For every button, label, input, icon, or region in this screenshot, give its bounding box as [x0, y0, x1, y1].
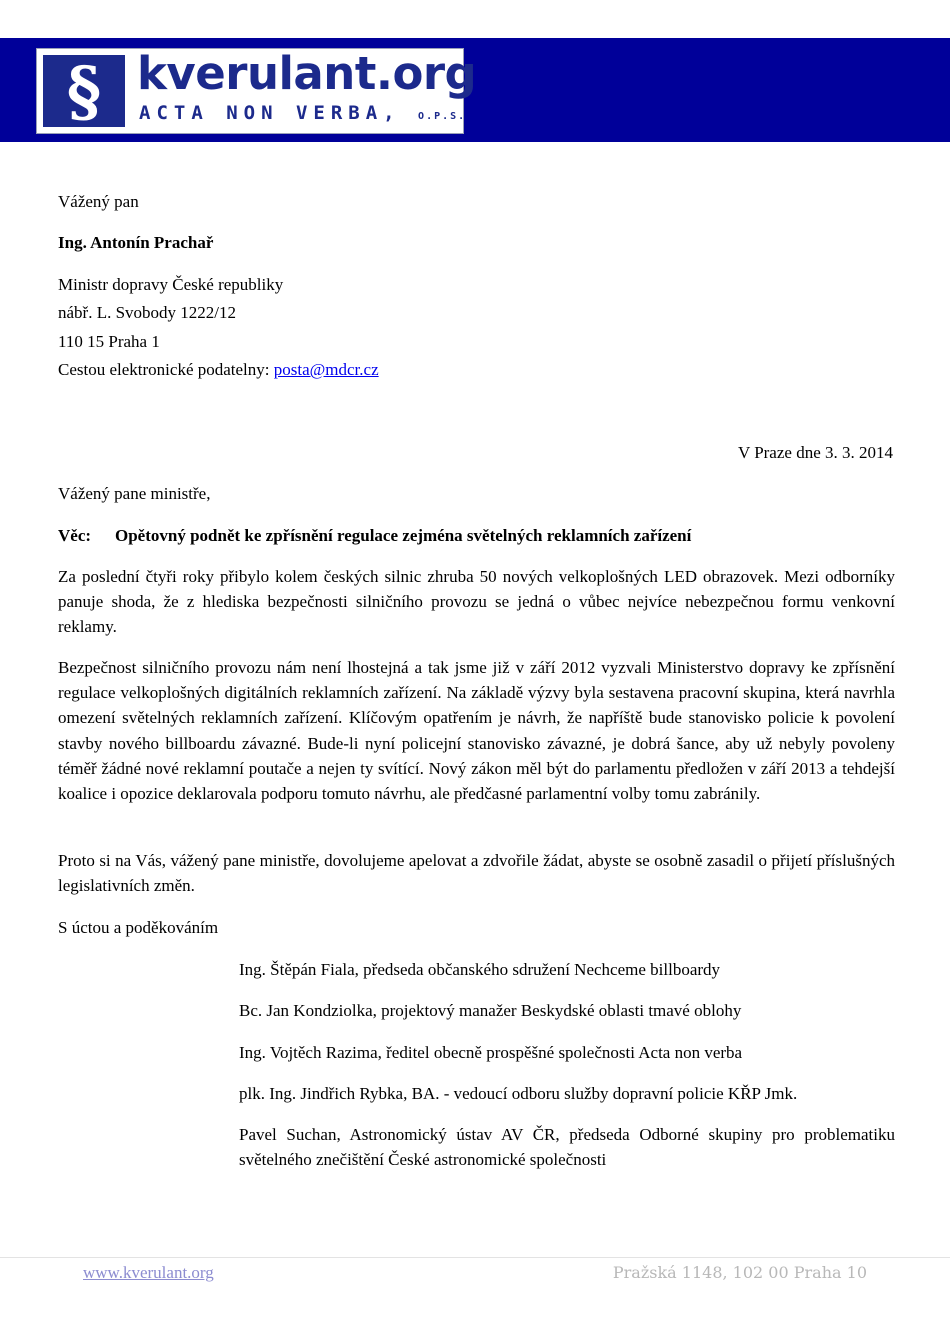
signatory-5: Pavel Suchan, Astronomický ústav AV ČR, předseda Odborné skupiny pro problematiku světelného znečištění České astronomické společnosti: [239, 1125, 895, 1169]
website-link[interactable]: www.kverulant.org: [83, 1263, 214, 1282]
closing: S úctou a poděkováním: [58, 918, 219, 937]
recipient-delivery: [58, 360, 379, 380]
logo-name: kverulant.org: [137, 47, 477, 100]
subject-text: Opětovný podnět ke zpřísnění regulace zejména světelných reklamních zařízení: [115, 526, 692, 545]
paragraph-sign-icon: §: [43, 55, 125, 127]
recipient-name: Ing. Antonín Prachař: [58, 233, 214, 252]
recipient-street: nábř. L. Svobody 1222/12: [58, 303, 237, 322]
logo-motto: ACTA NON VERBA, O.P.S.: [139, 102, 467, 124]
header-band: [0, 38, 950, 142]
footer-address: Pražská 1148, 102 00 Praha 10: [612, 1263, 867, 1282]
letter-date: V Praze dne 3. 3. 2014: [737, 443, 893, 462]
signatory-4: plk. Ing. Jindřich Rybka, BA. - vedoucí odboru služby dopravní policie KŘP Jmk.: [239, 1084, 798, 1103]
signatory-1: Ing. Štěpán Fiala, předseda občanského sdružení Nechceme billboardy: [239, 960, 721, 979]
recipient-salutation: Vážený pan: [58, 192, 139, 211]
subject-label: Věc:: [58, 526, 92, 545]
subject-line: [58, 526, 691, 546]
recipient-position: Ministr dopravy České republiky: [58, 275, 284, 294]
greeting: Vážený pane ministře,: [58, 484, 211, 503]
paragraph-3: Proto si na Vás, vážený pane ministře, dovolujeme apelovat a zdvořile žádat, abyste se osobně zasadil o přijetí příslušných legislativních změn.: [58, 851, 895, 896]
email-link[interactable]: posta@mdcr.cz: [273, 360, 379, 379]
signatory-2: Bc. Jan Kondziolka, projektový manažer Beskydské oblasti tmavé oblohy: [239, 1001, 742, 1020]
footer-website[interactable]: [83, 1263, 214, 1283]
footer-divider: [0, 1257, 950, 1258]
delivery-label: Cestou elektronické podatelny:: [58, 360, 270, 379]
signatory-3: Ing. Vojtěch Razima, ředitel obecně prospěšné společnosti Acta non verba: [239, 1043, 743, 1062]
recipient-city: 110 15 Praha 1: [58, 332, 160, 351]
paragraph-2: Bezpečnost silničního provozu nám není lhostejná a tak jsme již v září 2012 vyzvali Ministerstvo dopravy ke zpřísnění regulace velkoplošných digitálních reklamních zařízení. Na základě výzvy byla sestavena pracovní skupina, která navrhla omezení světelných reklamních zařízení. Klíčovým opatřením je návrh, že napříště bude stanovisko policie k povolení stavby nového billboardu závazné. Bude-li nyní policejní stanovisko závazné, je dobrá šance, aby už nebyly povoleny téměř žádné nové reklamní poutače a nejen ty svítící. Nový zákon měl být do parlamentu předložen v září 2013 a tehdejší koalice i opozice deklarovala podporu tomuto návrhu, ale předčasné parlamentní volby tomu zabránily.: [58, 658, 895, 804]
paragraph-1: Za poslední čtyři roky přibylo kolem českých silnic zhruba 50 nových velkoplošných LED obrazovek. Mezi odborníky panuje shoda, že z hlediska bezpečnosti silničního provozu se jedná o vůbec nejvíce nebezpečnou formu venkovní reklamy.: [58, 567, 895, 637]
kverulant-logo: [36, 47, 477, 134]
